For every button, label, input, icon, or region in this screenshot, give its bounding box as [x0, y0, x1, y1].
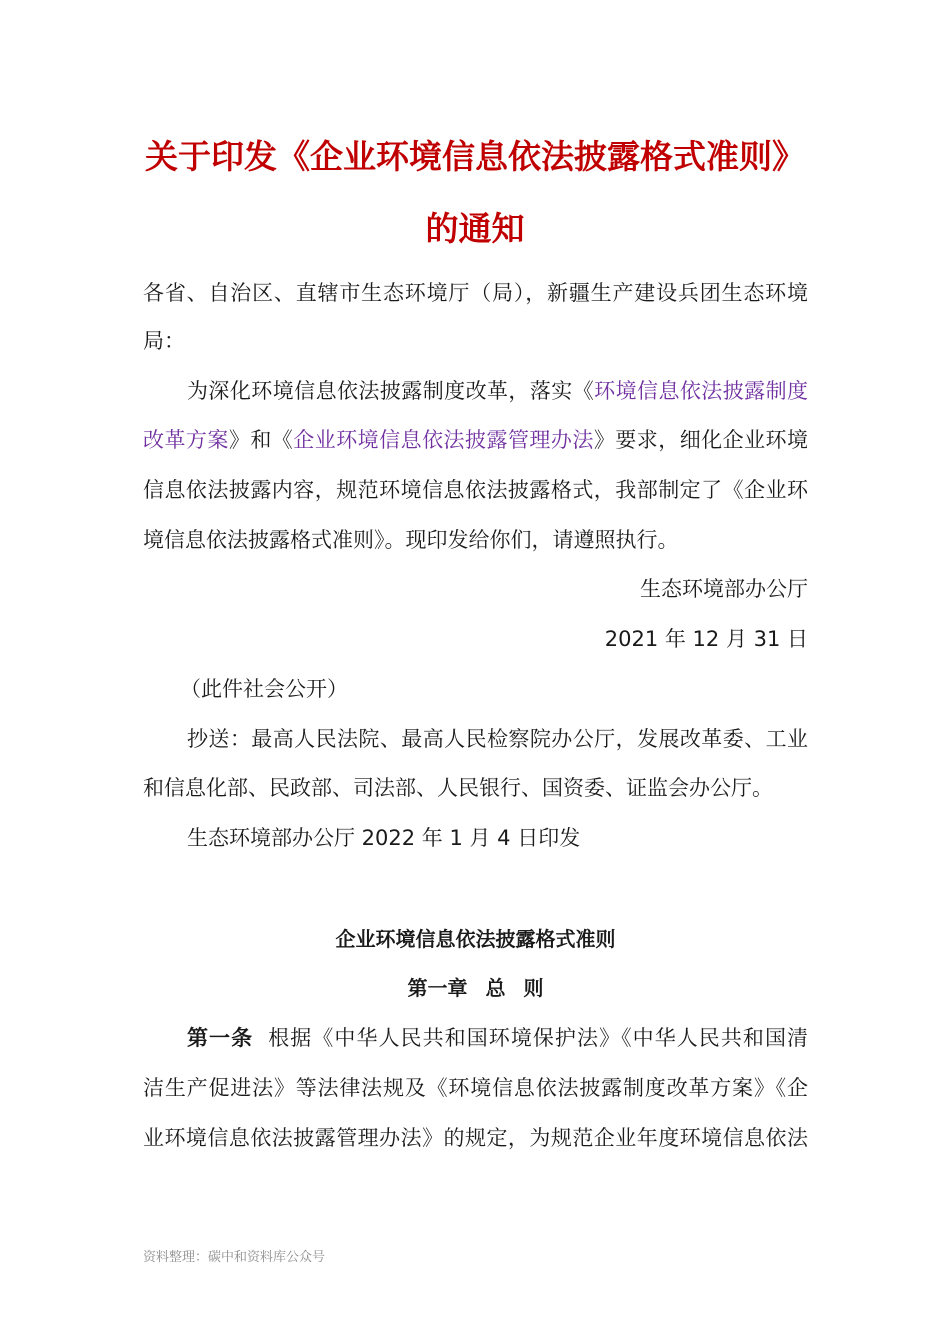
reform-plan-link[interactable]: 环境信息依法披露制度: [594, 379, 809, 403]
notice-date: 2021 年 12 月 31 日: [604, 627, 808, 651]
cc-line2: 和信息化部、民政部、司法部、人民银行、国资委、证监会办公厅。: [143, 776, 773, 800]
footer-source-note: 资料整理：碳中和资料库公众号: [143, 1250, 326, 1265]
body-line2-mid: 》和《: [228, 428, 294, 452]
addressee-line1: 各省、自治区、直辖市生态环境厅（局），新疆生产建设兵团生态环境: [143, 281, 808, 305]
chapter-heading: [143, 978, 808, 998]
reform-plan-link-cont[interactable]: 改革方案: [143, 428, 229, 452]
article-line2: 洁生产促进法》等法律法规及《环境信息依法披露制度改革方案》《企: [143, 1076, 808, 1100]
management-measures-link[interactable]: 企业环境信息依法披露管理办法: [293, 428, 594, 452]
body-line4: 境信息依法披露格式准则》。现印发给你们，请遵照执行。: [143, 528, 679, 552]
chapter-number: 第一章: [407, 976, 468, 1000]
body-line1-text: 为深化环境信息依法披露制度改革，落实《: [187, 379, 595, 403]
body-line1: [187, 381, 808, 402]
standard-title: 企业环境信息依法披露格式准则: [335, 927, 616, 951]
body-line2-suffix: 》要求，细化企业环境: [593, 428, 809, 452]
signature: 生态环境部办公厅: [640, 577, 808, 601]
article-line1: [187, 1028, 808, 1049]
body-line2: [143, 430, 808, 451]
chapter-name-2: 则: [523, 976, 544, 1000]
article-line1-text: 根据《中华人民共和国环境保护法》《中华人民共和国清: [267, 1026, 809, 1050]
article-line3: 业环境信息依法披露管理办法》的规定，为规范企业年度环境信息依法: [143, 1126, 808, 1150]
notice-title-line1: 关于印发《企业环境信息依法披露格式准则》: [145, 137, 805, 176]
cc-line1: 抄送：最高人民法院、最高人民检察院办公厅，发展改革委、工业: [187, 727, 808, 751]
addressee-line2: 局：: [143, 329, 185, 353]
body-line3: 信息依法披露内容，规范环境信息依法披露格式，我部制定了《企业环: [143, 478, 808, 502]
article-label: 第一条: [187, 1026, 254, 1050]
chapter-name-1: 总: [485, 976, 506, 1000]
public-note: （此件社会公开）: [180, 677, 348, 701]
issued-line: 生态环境部办公厅 2022 年 1 月 4 日印发: [187, 826, 581, 850]
notice-title-line2: 的通知: [425, 209, 525, 248]
